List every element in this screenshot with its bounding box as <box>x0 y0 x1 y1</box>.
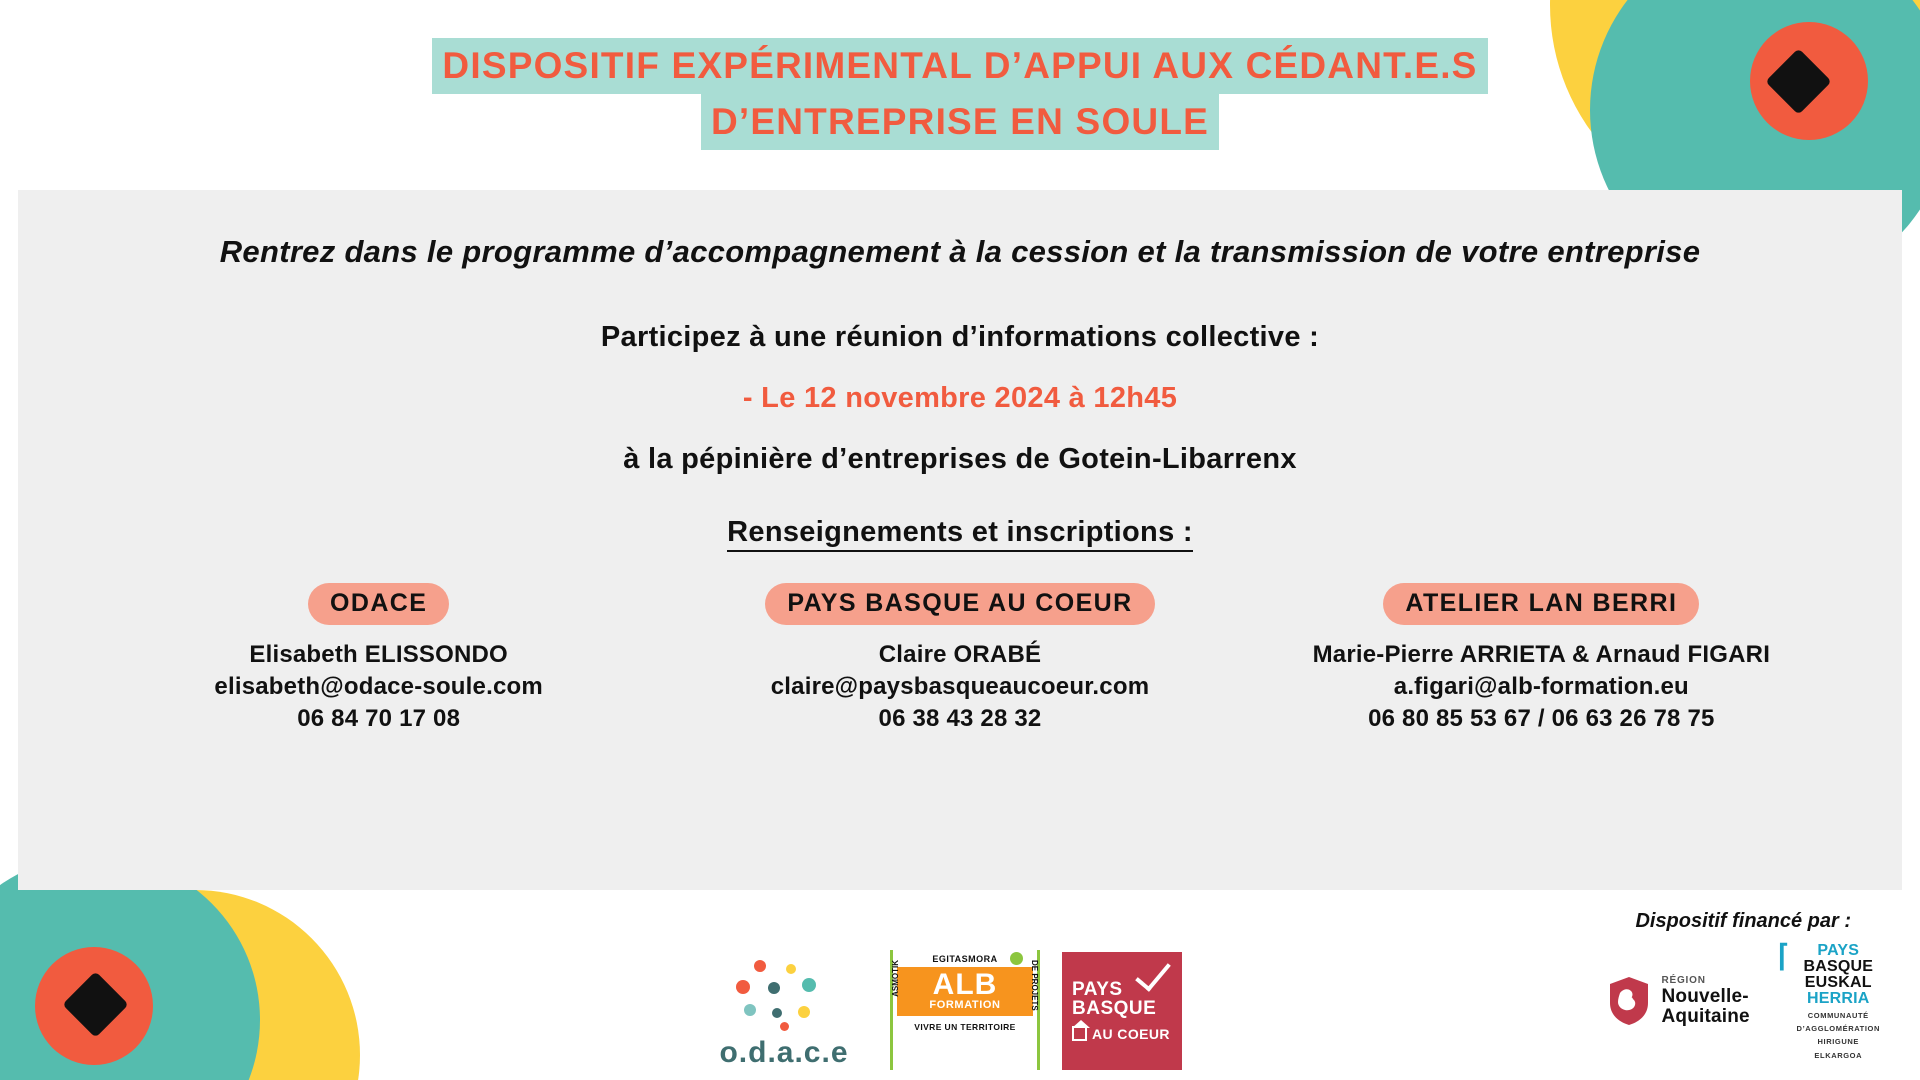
alb-main-block <box>897 967 1033 1016</box>
alb-wordmark: ALB <box>932 968 998 1001</box>
contact-card <box>88 583 669 735</box>
na-region-label: RÉGION <box>1661 975 1706 987</box>
contact-person: Elisabeth ELISSONDO <box>249 640 508 668</box>
title-line-1: DISPOSITIF EXPÉRIMENTAL D’APPUI AUX CÉDANT.E.S <box>432 38 1487 94</box>
event-date: - Le 12 novembre 2024 à 12h45 <box>742 381 1178 414</box>
contact-phone[interactable]: 06 38 43 28 32 <box>878 704 1042 732</box>
alb-top-text: EGITASMORA <box>932 954 998 964</box>
contact-details <box>669 639 1250 735</box>
event-location: à la pépinière d’entreprises de Gotein-Libarrenx <box>623 442 1297 475</box>
contact-person: Claire ORABÉ <box>878 640 1042 668</box>
funding-block <box>1606 910 1880 1061</box>
odace-logo <box>700 960 868 1070</box>
contacts-row <box>18 583 1902 735</box>
partner-logos <box>700 950 1182 1070</box>
poster-footer <box>0 890 1920 1080</box>
contact-details <box>88 639 669 735</box>
alb-bottom-text: VIVRE UN TERRITOIRE <box>914 1022 1016 1032</box>
contact-person: Marie-Pierre ARRIETA & Arnaud FIGARI <box>1312 640 1771 668</box>
pbc-line-1: PAYS <box>1072 979 1123 1000</box>
alb-right-text: DE PROJETS <box>1030 960 1039 1011</box>
odace-mark-icon <box>724 960 844 1034</box>
pays-basque-agglomeration-logo <box>1777 939 1880 1061</box>
title-line-2: D’ENTREPRISE EN SOULE <box>701 94 1219 150</box>
contact-details <box>1251 639 1832 735</box>
contact-email[interactable]: a.figari@alb-formation.eu <box>1393 672 1689 700</box>
intro-text: Rentrez dans le programme d’accompagnement à la cession et la transmission de votre entreprise <box>219 234 1701 269</box>
pb-small-line-2: D’AGGLOMÉRATION <box>1796 1023 1880 1033</box>
alb-left-text: ASMOTIK <box>891 960 900 997</box>
contact-phone[interactable]: 06 80 85 53 67 / 06 63 26 78 75 <box>1368 704 1715 732</box>
contact-email[interactable]: elisabeth@odace-soule.com <box>214 672 543 700</box>
pays-basque-au-coeur-logo <box>1062 952 1182 1070</box>
pb-small-line-3: HIRIGUNE <box>1817 1037 1859 1047</box>
pb-line-1: PAYS <box>1817 941 1860 959</box>
pb-line-4: HERRIA <box>1807 989 1870 1007</box>
pb-small-line-4: ELKARGOA <box>1814 1050 1863 1060</box>
contact-email[interactable]: claire@paysbasqueaucoeur.com <box>770 672 1150 700</box>
pb-line-3: EUSKAL <box>1804 973 1872 991</box>
subheading-text: Participez à une réunion d’informations collective : <box>600 320 1320 353</box>
pb-chevron-icon: ⌈ <box>1777 939 1790 973</box>
pbc-line-3: AU COEUR <box>1092 1025 1170 1042</box>
alb-formation-logo <box>890 950 1040 1070</box>
contact-org-name: ODACE <box>308 583 449 625</box>
odace-wordmark: o.d.a.c.e <box>719 1036 849 1069</box>
content-panel <box>18 190 1902 890</box>
info-heading-label: Renseignements et inscriptions : <box>727 516 1193 552</box>
pbc-line-2: BASQUE <box>1072 998 1157 1020</box>
house-icon <box>1072 1026 1087 1041</box>
pbc-bottom-row <box>1072 1026 1174 1042</box>
na-name-line-2: Aquitaine <box>1661 1005 1750 1027</box>
pb-small-line-1: COMMUNAUTÉ <box>1807 1010 1869 1020</box>
na-name-line-1: Nouvelle- <box>1661 985 1749 1007</box>
contact-org-name: PAYS BASQUE AU COEUR <box>765 583 1154 625</box>
nouvelle-aquitaine-logo <box>1606 975 1749 1027</box>
funding-logos <box>1606 939 1880 1061</box>
poster-title <box>0 38 1920 150</box>
contact-phone[interactable]: 06 84 70 17 08 <box>297 704 461 732</box>
pb-text-block <box>1797 943 1880 1061</box>
contact-card <box>1251 583 1832 735</box>
pb-line-2: BASQUE <box>1803 957 1874 975</box>
lion-crest-icon <box>1606 975 1652 1027</box>
alb-green-dot-icon <box>1010 952 1023 965</box>
info-heading <box>18 516 1902 549</box>
na-text-block <box>1661 976 1749 1026</box>
contact-org-name: ATELIER LAN BERRI <box>1383 583 1699 625</box>
funding-label: Dispositif financé par : <box>1635 909 1852 932</box>
alb-subtitle: FORMATION <box>929 999 1001 1011</box>
contact-card <box>669 583 1250 735</box>
